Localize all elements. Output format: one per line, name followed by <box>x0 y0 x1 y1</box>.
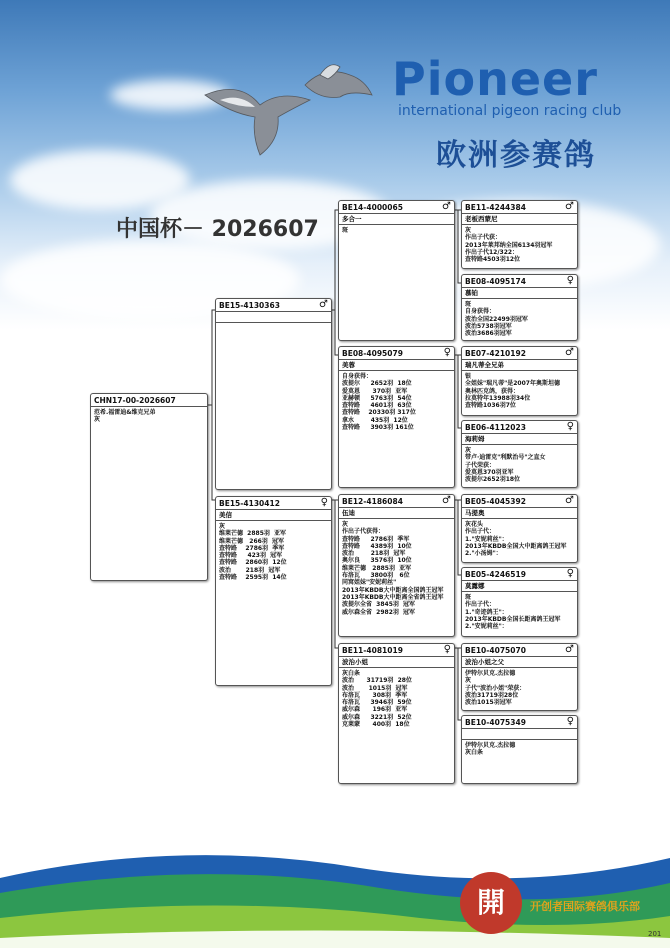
cup-title: 中国杯－ 2026607 <box>116 217 319 242</box>
ggp1-ring: BE11-4244384 <box>465 203 526 212</box>
great-grandparent-card-4 <box>461 420 578 488</box>
gp1-name: 多合一 <box>339 214 454 225</box>
dam-ring: BE15-4130412 <box>219 499 280 508</box>
ggp4-name: 海莉姆 <box>462 434 577 445</box>
ggp4-ring: BE06-4112023 <box>465 423 526 432</box>
gp3-name: 伍迪 <box>339 508 454 519</box>
dam-record: 灰 维莱芒德 2885羽 亚军 维莱芒德 266羽 冠军 查特路 2786羽 季军 查特路 423羽 冠军 查特路 2860羽 12位 波治 218羽 冠军 查特路 2595羽 14位 <box>219 523 287 582</box>
ggp5-record: 灰花头 作出子代： 1."安妮莉丝"： 2013年KBDB全国大中距离鸽王冠军 2."小汤姆"： <box>465 521 567 558</box>
brand-title: Pioneer <box>392 52 598 106</box>
ggp8-name <box>462 729 577 740</box>
subject-card <box>90 393 208 581</box>
subject-info <box>91 407 207 426</box>
subject-color: 灰 <box>94 416 101 424</box>
gp3-record: 灰 作出子代获得： 查特路 2786羽 季军 查特路 4389羽 10位 波治 218羽 冠军 奥尔良 3576羽 10位 维莱芒德 2885羽 亚军 布洛瓦 3800羽 6位 同窝姐妹"安妮莉丝" 2013年KBDB大中距离全国鸽王冠军 2013年KBDB大中距离全省鸽王冠军 波提尔全省 3845羽 冠军 威尔森全省 2982羽 冠军 <box>342 521 444 616</box>
male-icon: ♂ <box>565 347 574 358</box>
female-icon: ♀ <box>566 275 574 286</box>
great-grandparent-card-6 <box>461 567 578 637</box>
grandparent-card-4 <box>338 643 455 784</box>
brand-cn-title: 欧洲参赛鸽 <box>436 138 596 173</box>
female-icon: ♀ <box>566 568 574 579</box>
great-grandparent-card-7 <box>461 643 578 711</box>
female-icon: ♀ <box>566 716 574 727</box>
ggp8-ring: BE10-4075349 <box>465 718 526 727</box>
male-icon: ♂ <box>442 495 451 506</box>
gp3-ring: BE12-4186084 <box>342 497 403 506</box>
ggp3-ring: BE07-4210192 <box>465 349 526 358</box>
ggp7-ring: BE10-4075070 <box>465 646 526 655</box>
club-logo-icon: 開 <box>460 872 522 934</box>
subject-name: 范希.福雷迪&维克兄弟 <box>94 409 156 416</box>
ggp1-record: 灰 作出子代获： 2013年莱邦纳全国6134羽冠军 作出子代12/322： 查特路4503羽12位 <box>465 227 553 264</box>
great-grandparent-card-5 <box>461 494 578 563</box>
ggp8-record: 伊特尔贝克.杰拉德 灰白条 <box>465 742 516 757</box>
great-grandparent-card-1 <box>461 200 578 269</box>
ggp6-name: 莫露娜 <box>462 581 577 592</box>
dam-name: 美信 <box>216 510 331 521</box>
female-icon: ♀ <box>566 421 574 432</box>
ggp5-name: 马提奥 <box>462 508 577 519</box>
sire-name <box>216 312 331 323</box>
ggp2-record: 斑 自身获得： 波治全国22499羽冠军 波治5738羽冠军 波治3686羽冠军 <box>465 301 528 338</box>
great-grandparent-card-8 <box>461 715 578 784</box>
dam-card <box>215 496 332 686</box>
ggp5-ring: BE05-4045392 <box>465 497 526 506</box>
ggp7-record: 伊特尔贝克.杰拉德 灰 子代"波治小姐"荣获： 波治31719羽28位 波治1015羽冠军 <box>465 670 526 707</box>
male-icon: ♂ <box>565 644 574 655</box>
grandparent-card-2 <box>338 346 455 488</box>
great-grandparent-card-2 <box>461 274 578 341</box>
male-icon: ♂ <box>565 495 574 506</box>
ggp2-name: 慕铂 <box>462 288 577 299</box>
great-grandparent-card-3 <box>461 346 578 416</box>
ggp1-name: 老板西蒙尼 <box>462 214 577 225</box>
gp4-record: 灰白条 波治 31719羽 28位 波治 1015羽 冠军 布洛瓦 308羽 季军 布洛瓦 3946羽 59位 威尔森 196羽 亚军 威尔森 3221羽 52位 克莱蒙 400羽 18位 <box>342 670 412 729</box>
ggp2-ring: BE08-4095174 <box>465 277 526 286</box>
ggp6-record: 斑 作出子代： 1."奇迹鸽王"： 2013年KBDB全国长距离鸽王冠军 2."安妮莉丝"： <box>465 594 561 631</box>
bottom-wave-decoration <box>0 838 670 948</box>
gp4-ring: BE11-4081019 <box>342 646 403 655</box>
ggp3-name: 瑞凡蒂全兄弟 <box>462 360 577 371</box>
subject-ring: CHN17-00-2026607 <box>91 394 207 407</box>
gp2-name: 美蓉 <box>339 360 454 371</box>
sire-ring: BE15-4130363 <box>219 301 280 310</box>
ggp4-record: 灰 带卢·迪雷克"利默治号"之直女 子代荣获： 爱莫恩370羽亚军 波提尔2652羽18位 <box>465 447 546 484</box>
gp2-ring: BE08-4095079 <box>342 349 403 358</box>
grandparent-card-1 <box>338 200 455 341</box>
ggp7-name: 波治小姐之父 <box>462 657 577 668</box>
ggp3-record: 银 全姐妹"瑞凡蒂"是2007年奥斯坦德 奥林匹克鸽，获得： 拉莫特年13988羽34位 查特路1036羽7位 <box>465 373 560 410</box>
female-icon: ♀ <box>443 347 451 358</box>
male-icon: ♂ <box>319 299 328 310</box>
grandparent-card-3 <box>338 494 455 637</box>
ggp6-ring: BE05-4246519 <box>465 570 526 579</box>
male-icon: ♂ <box>442 201 451 212</box>
gp1-color: 斑 <box>342 227 349 234</box>
gp4-name: 波治小姐 <box>339 657 454 668</box>
female-icon: ♀ <box>443 644 451 655</box>
sire-card <box>215 298 332 490</box>
club-name: 开创者国际赛鸽俱乐部 <box>530 900 640 913</box>
male-icon: ♂ <box>565 201 574 212</box>
gp1-ring: BE14-4000065 <box>342 203 403 212</box>
gp2-record: 自身获得： 波提尔 2652羽 18位 爱莫恩 370羽 亚军 亚赫顿 5763羽 54位 查特路 4601羽 63位 查特路 20330羽 317位 拿水 435羽 12位 查特路 3903羽 161位 <box>342 373 416 432</box>
female-icon: ♀ <box>320 497 328 508</box>
page-number: 201 <box>648 930 662 938</box>
brand-subtitle: international pigeon racing club <box>398 103 622 119</box>
